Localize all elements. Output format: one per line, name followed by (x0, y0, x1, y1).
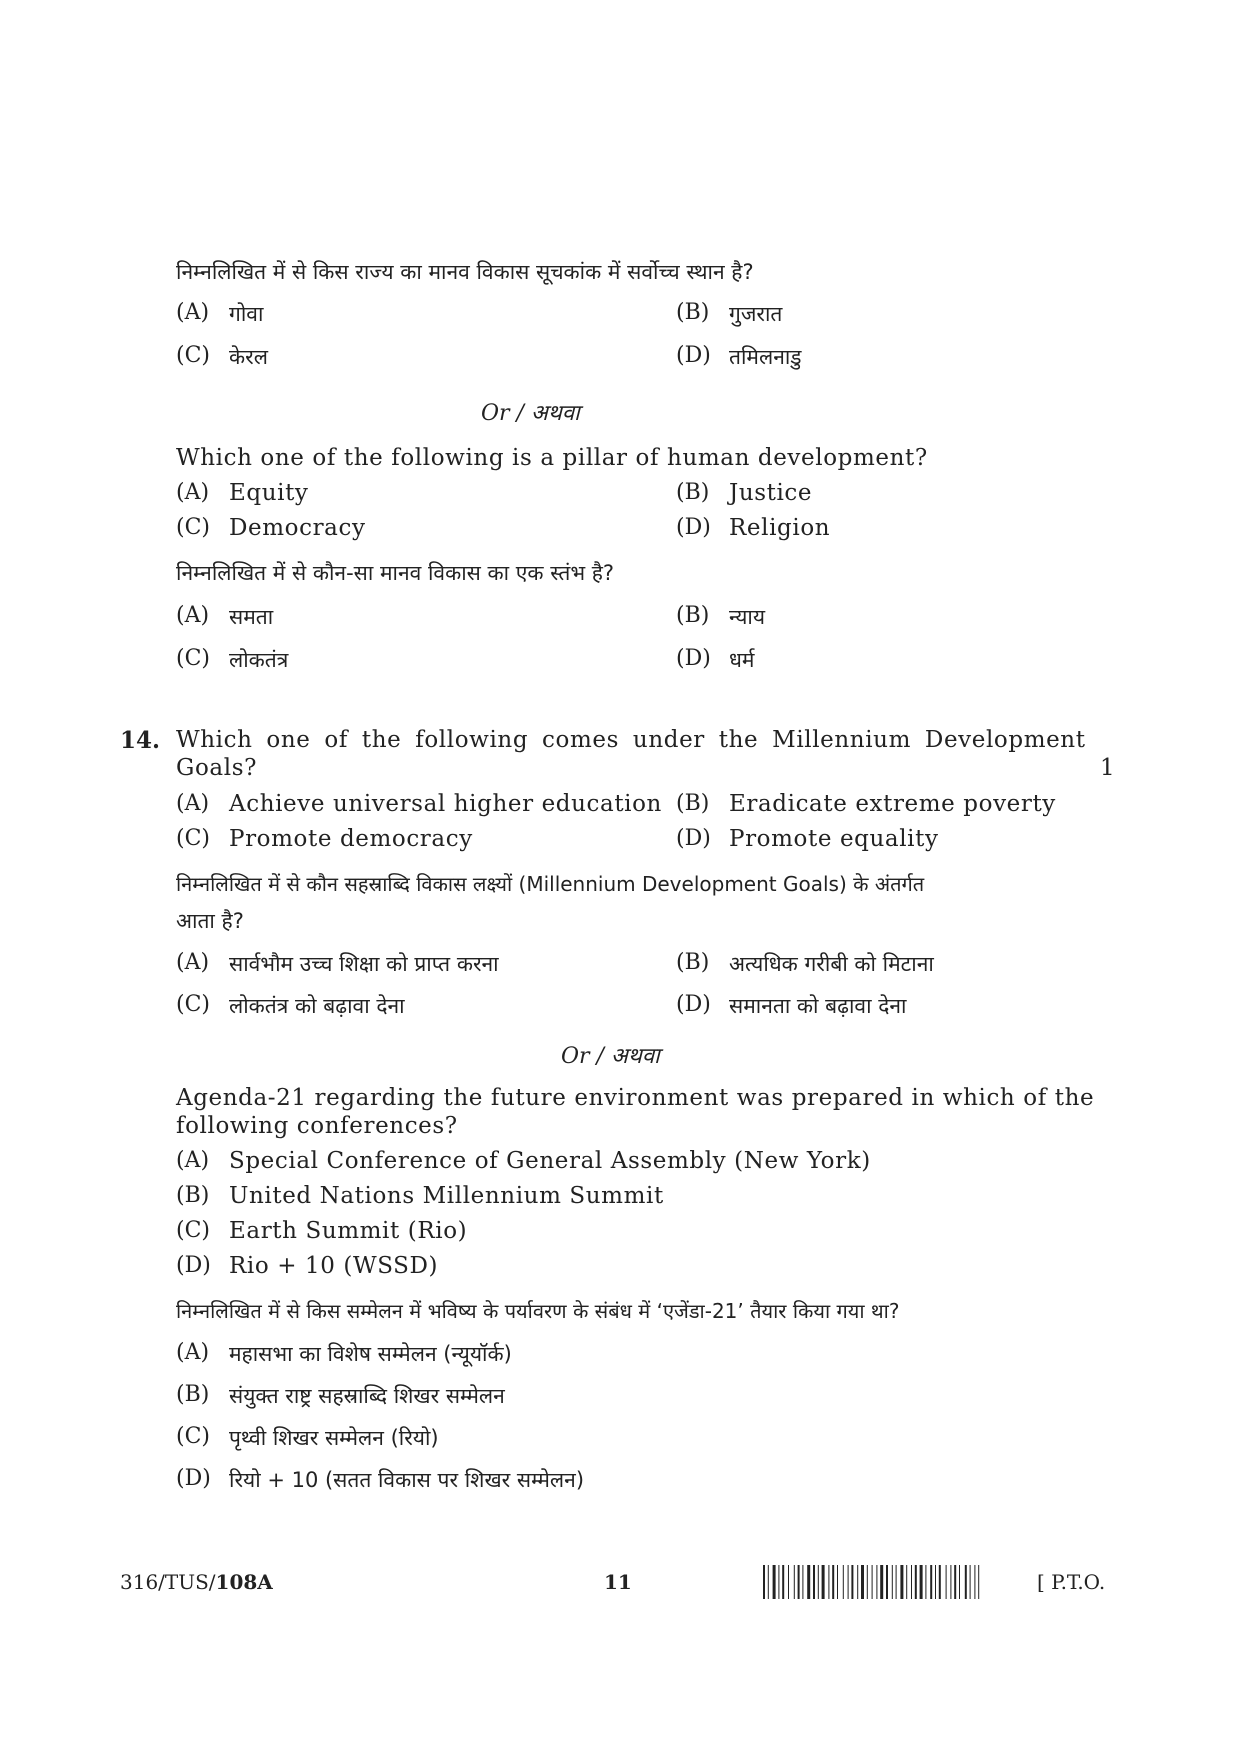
or-separator: Or / अथवा (561, 1044, 660, 1069)
paper-code-prefix: 316/TUS/ (120, 1570, 216, 1594)
q14-or-english-question-line2: following conferences? (176, 1113, 458, 1139)
q14-english-question-line1: Which one of the following comes under the Millennium Development (176, 727, 1086, 753)
option-label: (B) (676, 791, 710, 816)
option-text: न्याय (729, 605, 765, 629)
option-label: (B) (676, 480, 710, 505)
option-text: संयुक्त राष्ट्र सहस्राब्दि शिखर सम्मेलन (229, 1384, 505, 1408)
option-text: Equity (229, 480, 309, 506)
option-label: (D) (676, 826, 711, 851)
option-label: (A) (176, 950, 210, 975)
q13-hindi-question: निम्नलिखित में से किस राज्य का मानव विकास सूचकांक में सर्वोच्च स्थान है? (176, 260, 754, 284)
option-text: Justice (729, 480, 813, 506)
option-label: (C) (176, 1424, 210, 1449)
option-label: (A) (176, 300, 210, 325)
option-label: (A) (176, 1340, 210, 1365)
option-text: Promote democracy (229, 826, 473, 852)
option-label: (D) (676, 646, 711, 671)
option-label: (A) (176, 791, 210, 816)
option-text: अत्यधिक गरीबी को मिटाना (729, 952, 934, 976)
q14-hindi-question-line1: निम्नलिखित में से कौन सहस्राब्दि विकास लक्ष्यों (Millennium Development Goals) के अंतर्गत (176, 872, 925, 896)
option-text: केरल (229, 345, 268, 369)
option-text: समानता को बढ़ावा देना (729, 994, 907, 1018)
option-label: (B) (176, 1382, 210, 1407)
option-label: (C) (176, 1218, 210, 1243)
option-label: (D) (676, 992, 711, 1017)
marks: 1 (1100, 755, 1116, 781)
q14-english-question-line2: Goals? (176, 755, 258, 781)
barcode-icon (763, 1565, 1017, 1599)
option-label: (A) (176, 603, 210, 628)
option-label: (D) (676, 343, 711, 368)
option-text: लोकतंत्र (229, 648, 289, 672)
q14-or-english-question-line1: Agenda-21 regarding the future environment was prepared in which of the (176, 1085, 1095, 1111)
paper-code-series: 108A (215, 1570, 273, 1594)
option-label: (C) (176, 992, 210, 1017)
option-text: Rio + 10 (WSSD) (229, 1253, 439, 1279)
pto-label: [ P.T.O. (1037, 1570, 1106, 1594)
option-label: (B) (676, 603, 710, 628)
option-text: Special Conference of General Assembly (New York) (229, 1148, 871, 1174)
or-separator: Or / अथवा (481, 401, 580, 426)
option-label: (B) (676, 300, 710, 325)
option-label: (D) (176, 1466, 211, 1491)
option-text: पृथ्वी शिखर सम्मेलन (रियो) (229, 1426, 439, 1450)
option-label: (B) (176, 1183, 210, 1208)
option-text: United Nations Millennium Summit (229, 1183, 664, 1209)
option-label: (A) (176, 1148, 210, 1173)
option-text: Democracy (229, 515, 366, 541)
option-text: Religion (729, 515, 831, 541)
option-label: (C) (176, 826, 210, 851)
option-text: लोकतंत्र को बढ़ावा देना (229, 994, 405, 1018)
paper-code (120, 1570, 273, 1594)
option-text: धर्म (729, 648, 755, 672)
page-number: 11 (604, 1570, 632, 1594)
option-text: रियो + 10 (सतत विकास पर शिखर सम्मेलन) (229, 1468, 585, 1492)
q14-or-hindi-question: निम्नलिखित में से किस सम्मेलन में भविष्य के पर्यावरण के संबंध में ‘एजेंडा-21’ तैयार किया गया था? (176, 1299, 900, 1323)
option-label: (D) (676, 515, 711, 540)
q14-hindi-question-line2: आता है? (176, 909, 244, 933)
q13-or-hindi-question: निम्नलिखित में से कौन-सा मानव विकास का एक स्तंभ है? (176, 561, 615, 585)
question-number: 14. (120, 727, 161, 754)
option-label: (C) (176, 515, 210, 540)
option-text: समता (229, 605, 274, 629)
option-label: (B) (676, 950, 710, 975)
option-label: (C) (176, 343, 210, 368)
option-text: सार्वभौम उच्च शिक्षा को प्राप्त करना (229, 952, 499, 976)
option-text: गोवा (229, 302, 264, 326)
q13-or-english-question: Which one of the following is a pillar of human development? (176, 445, 928, 471)
option-label: (D) (176, 1253, 211, 1278)
option-text: Earth Summit (Rio) (229, 1218, 468, 1244)
option-text: Eradicate extreme poverty (729, 791, 1056, 817)
option-label: (A) (176, 480, 210, 505)
option-text: तमिलनाडु (729, 345, 802, 369)
option-text: महासभा का विशेष सम्मेलन (न्यूयॉर्क) (229, 1342, 512, 1366)
option-label: (C) (176, 646, 210, 671)
option-text: Promote equality (729, 826, 939, 852)
option-text: Achieve universal higher education (229, 791, 662, 817)
option-text: गुजरात (729, 302, 783, 326)
